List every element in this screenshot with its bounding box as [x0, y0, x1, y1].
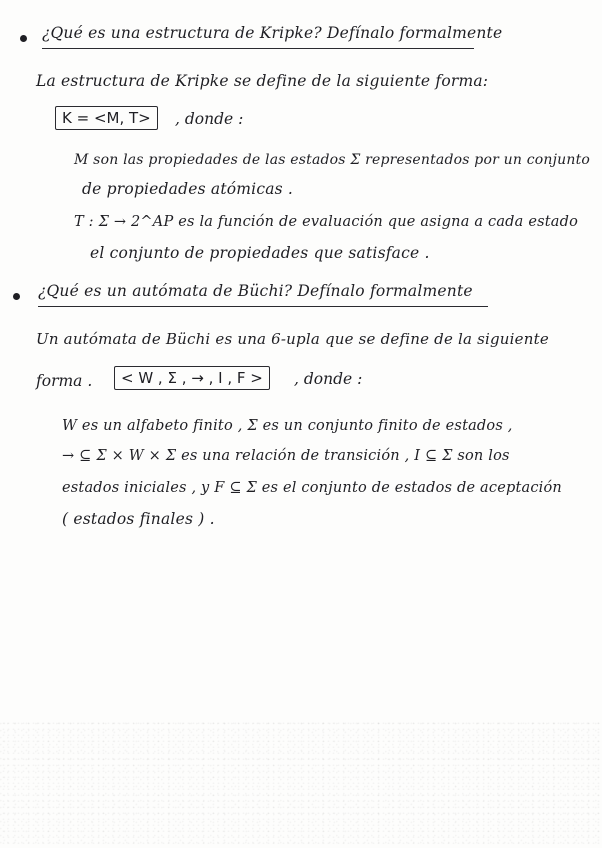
q1-t-line-1: T : Σ → 2^AP es la función de evaluación que asigna a cada estado [74, 214, 579, 230]
question-2: ¿Qué es un autómata de Büchi? Defínalo formalmente [38, 282, 473, 300]
q2-w-line-3: estados iniciales , y F ⊆ Σ es el conjunto de estados de aceptación [62, 480, 562, 496]
q2-w-line-2: → ⊆ Σ × W × Σ es una relación de transición , I ⊆ Σ son los [62, 448, 510, 464]
question-1-underline [42, 48, 474, 49]
question-1: ¿Qué es una estructura de Kripke? Defínalo formalmente [42, 24, 503, 42]
kripke-formula-box: K = <M, T> [55, 106, 158, 130]
q2-w-line-4: ( estados finales ) . [62, 510, 215, 528]
buchi-formula-box: < W , Σ , → , I , F > [114, 366, 270, 390]
kripke-donde: , donde : [175, 110, 244, 128]
paper-texture [0, 718, 602, 848]
q1-m-line-2: de propiedades atómicas . [82, 180, 294, 198]
q2-w-line-1: W es un alfabeto finito , Σ es un conjunto finito de estados , [62, 418, 513, 434]
buchi-donde: , donde : [294, 370, 363, 388]
q2-intro: Un autómata de Büchi es una 6-upla que se define de la siguiente [36, 330, 549, 348]
q1-m-line-1: M son las propiedades de las estados Σ representados por un conjunto [74, 152, 591, 168]
q1-t-line-2: el conjunto de propiedades que satisface . [90, 244, 430, 262]
question-2-underline [38, 306, 488, 307]
bullet-dot [20, 35, 27, 42]
q2-forma: forma . [36, 372, 93, 390]
bullet-dot [13, 293, 20, 300]
q1-intro: La estructura de Kripke se define de la siguiente forma: [36, 72, 489, 90]
